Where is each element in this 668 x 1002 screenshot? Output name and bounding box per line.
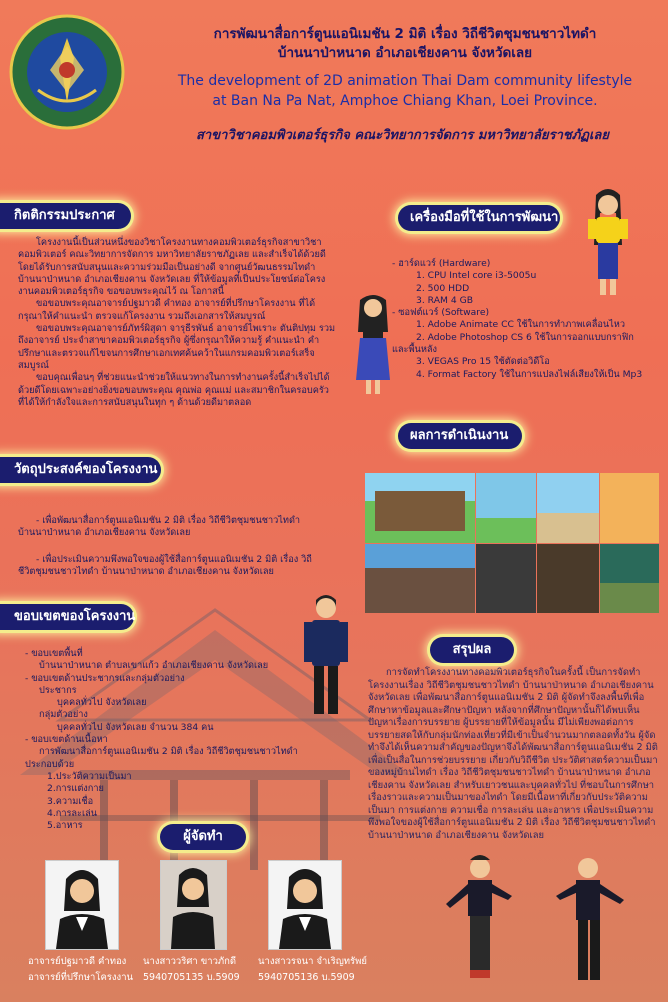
scope-line: บ้านนาป่าหนาด ตำบลเขาแก้ว อำเภอเชียงคาน จังหวัดเลย [39,660,269,672]
tools-line: - ฮาร์ดแวร์ (Hardware) [392,258,491,269]
scope-line: - ขอบเขตพื้นที่ [25,648,83,659]
tools-line: 2. 500 HDD [416,282,470,294]
title-english-line-2: at Ban Na Pa Nat, Amphoe Chiang Khan, Loei Province. [212,93,598,109]
results-heading: ผลการดำเนินงาน [398,423,522,449]
scope-line: 5.อาหาร [47,820,83,832]
tools-line: และพื้นหลัง [392,344,437,356]
author-photo-student-2 [268,860,342,950]
tools-line: 4. Format Factory ใช้ในการแปลงไฟล์เสียงให้เป็น Mp3 [416,368,643,380]
author-name-student-2: นางสาวรจนา จำเริญทรัพย์ [258,956,367,967]
ack-paragraph: ขอขอบพระคุณอาจารย์ปฐมาวดี คำทอง อาจารย์ที่ปรึกษาโครงงาน ที่ได้กรุณาให้คำแนะนำ ตรวจแก้โครงงาน รวมถึงเอกสารให้สมบูรณ์ [18,298,316,322]
scope-heading: ขอบเขตของโครงงาน [0,604,134,630]
title-thai-line-1: การพัฒนาสื่อการ์ตูนแอนิเมชัน 2 มิติ เรื่อง วิถีชีวิตชุมชนชาวไทดำ [213,26,597,42]
tools-line: 3. RAM 4 GB [416,294,474,306]
tools-line: - ซอฟต์แวร์ (Software) [392,307,490,319]
girl-cartoon-blue-dress [348,292,398,397]
tools-line: 3. VEGAS Pro 15 ใช้ตัดต่อวิดีโอ [416,356,550,368]
scope-line: - ขอบเขตด้านประชากรและกลุ่มตัวอย่าง [25,672,185,684]
scope-body [25,648,315,832]
acknowledgement-body [18,237,336,409]
author-photo-student-1 [160,860,227,950]
objective-item: - เพื่อประเมินความพึงพอใจของผู้ใช้สื่อการ์ตูนแอนิเมชัน 2 มิติ เรื่อง วิถีชีวิตชุมชนชาวไทดำ บ้านนาป่าหนาด อำเภอเชียงคาน จังหวัดเลย [18,553,312,577]
author-photo-advisor [45,860,119,950]
tools-line: 1. Adobe Animate CC ใช้ในการทำภาพเคลื่อนไหว [416,319,626,331]
objective-item: - เพื่อพัฒนาสื่อการ์ตูนแอนิเมชัน 2 มิติ เรื่อง วิถีชีวิตชุมชนชาวไทดำ บ้านนาป่าหนาด อำเภอเชียงคาน จังหวัดเลย [18,515,301,539]
scope-line: 2.การแต่งกาย [47,783,104,795]
dancing-couple-cartoon [440,850,630,998]
title-english-line-1: The development of 2D animation Thai Dam community lifestyle [177,73,633,89]
authors-heading: ผู้จัดทำ [160,824,246,850]
ack-paragraph: ขอขอบพระคุณอาจารย์ภัทร์ผิสุดา จารุธีรพันธ์ อาจารย์ไพเราะ ตันติปทุม รวมถึงอาจารย์ ประจำสาขาคอมพิวเตอร์ธุรกิจ ผู้ซึ่งกรุณาให้ความรู้ คำแนะนำ คำปรึกษาและตรวจแก้ไขจนการศึกษาเอกเทศค้นคว้าในแกรมคอมพิวเตอร์เสร็จสมบูรณ์ [18,323,336,371]
scope-line: การพัฒนาสื่อการ์ตูนแอนิเมชัน 2 มิติ เรื่อง วิถีชีวิตชุมชนชาวไทดำ [39,746,298,758]
conclusion-heading: สรุปผล [430,637,514,663]
tools-heading: เครื่องมือที่ใช้ในการพัฒนา [398,205,560,231]
scope-line: 4.การละเล่น [47,807,98,819]
scope-line: ประชากร [39,684,77,696]
objectives-body [18,515,323,578]
scope-line: - ขอบเขตด้านเนื้อหา [25,734,108,746]
author-name-student-1: นางสาววริศา ขาวภักดี [143,956,237,967]
tools-line: 2. Adobe Photoshop CS 6 ใช้ในการออกแบบกราฟิก [416,331,634,343]
scope-line: บุคคลทั่วไป จังหวัดเลย จำนวน 384 คน [57,721,214,733]
conclusion-body: การจัดทำโครงงานทางคอมพิวเตอร์ธุรกิจในครั้งนี้ เป็นการจัดทำโครงงานเรื่อง วิถีชีวิตชุมชนชาวไทดำ บ้านนาป่าหนาด อำเภอเชียงคาน จังหวัดเลย เพื่อพัฒนาสื่อการ์ตูนแอนิเมชัน 2 มิติ ผู้จัดทำจึงลงพื้นที่เพื่อศึกษาหาข้อมูลและศึกษาปัญหา หลังจากที่ศึกษาปัญหานั้นก็ได้พบเห็นปัญหาเรื่องการบรรยาย ผู้บรรยายที่ให้ข้อมูลนั้น มีไม่เพียงพอต่อการบรรยายสดให้กับกลุ่มนักท่องเที่ยวที่มีเข้าเป็นจำนวนมากตลอดทั้งวัน ผู้จัดทำจึงได้เห็นความสำคัญของปัญหาจึงได้พัฒนาสื่อการ์ตูนแอนิเมชัน 2 มิติ เพื่อเป็นสื่อในการช่วยบรรยาย เกี่ยวกับวิถีชีวิต ประวัติศาสตร์ความเป็นมาของหมู่บ้านไทดำ เรื่อง วิถีชีวิตชุมชนชาวไทดำ บ้านนาป่าหนาด อำเภอเชียงคาน จังหวัดเลย สำหรับเยาวชนและบุคคลทั่วไป ที่ชอบในการศึกษาเรื่องราวและความเป็นมาของไทดำ โดยมีเนื้อหาที่เกี่ยวกับประวัติความเป็นมา การแต่งกาย ความเชื่อ การละเล่น และอาหาร เพื่อประเมินความพึงพอใจของผู้ใช้สื่อการ์ตูนแอนิเมชัน 2 มิติ เรื่อง วิถีชีวิตชุมชนชาวไทดำ บ้านนาป่าหนาด อำเภอเชียงคาน จังหวัดเลย [368,667,658,841]
scope-line: 1.ประวัติความเป็นมา [47,770,132,782]
girl-cartoon-yellow-shirt [578,185,638,300]
scope-line: กลุ่มตัวอย่าง [39,709,88,721]
tools-line: 1. CPU Intel core i3-5005u [416,270,537,282]
university-logo [8,8,126,136]
objectives-heading: วัตถุประสงค์ของโครงงาน [0,457,161,483]
ack-paragraph: โครงงานนี้เป็นส่วนหนึ่งของวิชาโครงงานทางคอมพิวเตอร์ธุรกิจสาขาวิชาคอมพิวเตอร์ คณะวิทยาการจัดการ มหาวิทยาลัยราชภัฏเลย และสำเร็จได้ด้วยดีโดยได้รับการสนับสนุนและความร่วมมือเป็นอย่างดี จากศูนย์วัฒนธรรมไทดำ บ้านนาป่าหนาด อำเภอเชียงคาน จังหวัดเลย ที่ให้ข้อมูลที่เป็นประโยชน์ต่อโครงงานคอมพิวเตอร์ธุรกิจ ขอขอบพระคุณไว้ ณ โอกาสนี้ [18,237,326,298]
ack-paragraph: ขอบคุณเพื่อนๆ ที่ช่วยแนะนำช่วยให้แนวทางในการทำงานครั้งนี้สำเร็จไปได้ด้วยดีโดยเฉพาะอย่างยิ่งขอขอบพระคุณ คุณพ่อ คุณแม่ และสมาชิกในครอบครัว ที่ได้ให้กำลังใจและการสนับสนุนในทุก ๆ ด้านด้วยดีมาตลอด [18,372,330,408]
author-id-student-2: 5940705136 บ.5909 [258,972,355,983]
acknowledgement-heading: กิตติกรรมประกาศ [0,203,131,229]
author-role-advisor: อาจารย์ที่ปรึกษาโครงงาน [28,972,134,983]
scope-line: ประกอบด้วย [25,758,75,770]
author-id-student-1: 5940705135 บ.5909 [143,972,240,983]
title-thai-line-2: บ้านนาป่าหนาด อำเภอเชียงคาน จังหวัดเลย [277,45,533,61]
results-image-collage [365,473,659,613]
department-line: สาขาวิชาคอมพิวเตอร์ธุรกิจ คณะวิทยาการจัดการ มหาวิทยาลัยราชภัฏเลย [195,128,610,143]
scope-line: 3.ความเชื่อ [47,795,94,807]
man-cartoon-traditional [298,592,354,722]
author-name-advisor: อาจารย์ปฐมาวดี คำทอง [28,956,127,967]
scope-line: บุคคลทั่วไป จังหวัดเลย [57,697,147,709]
